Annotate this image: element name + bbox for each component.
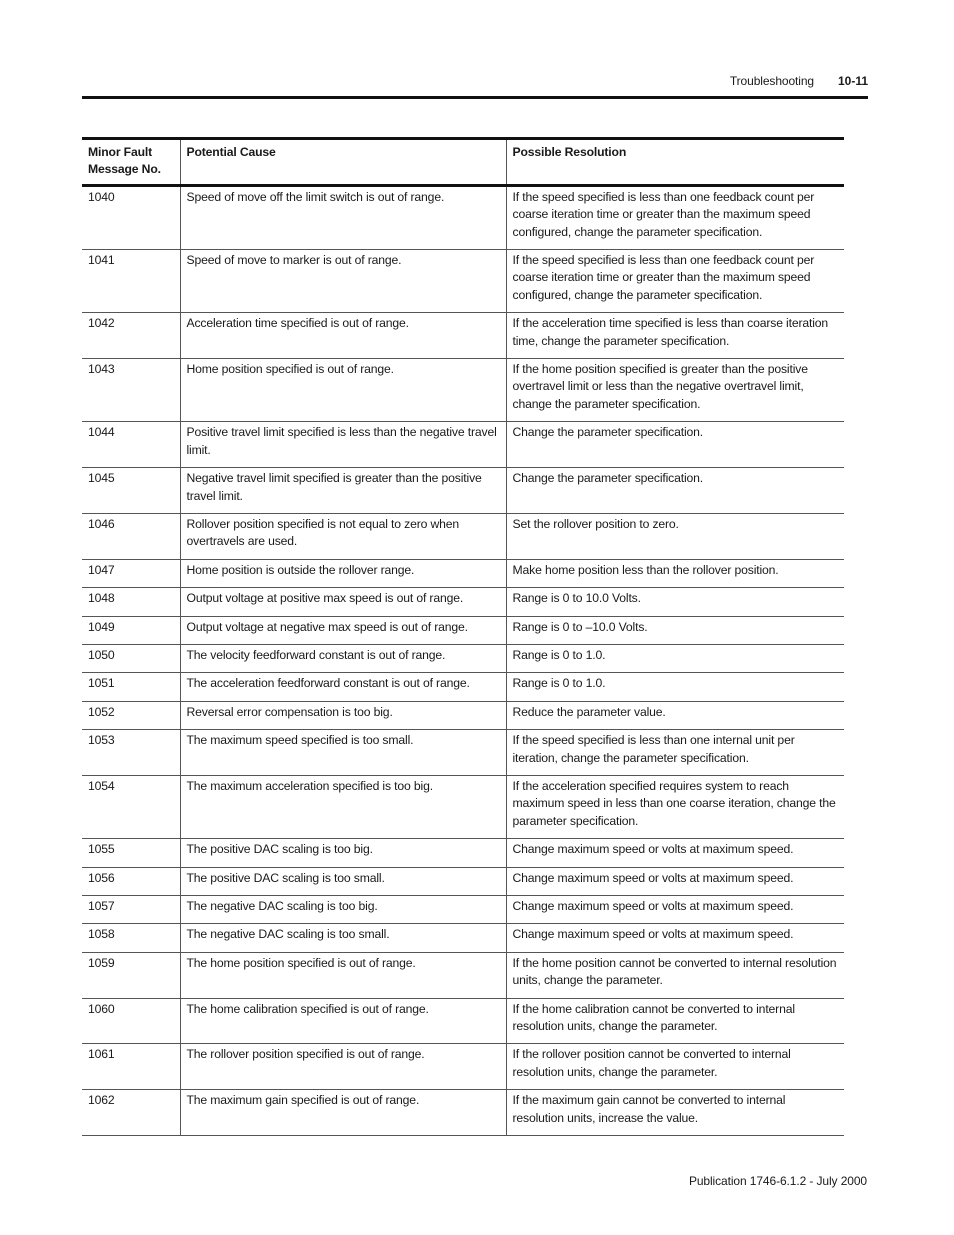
table-row <box>82 1090 844 1136</box>
message-number-cell: 1062 <box>82 1090 180 1136</box>
table-row <box>82 559 844 587</box>
message-number-cell: 1047 <box>82 559 180 587</box>
possible-resolution-cell: If the maximum gain cannot be converted to internal resolution units, increase the value. <box>506 1090 844 1136</box>
message-number-cell: 1042 <box>82 313 180 359</box>
message-number-cell: 1053 <box>82 730 180 776</box>
potential-cause-cell: The velocity feedforward constant is out of range. <box>180 644 506 672</box>
possible-resolution-cell: Change maximum speed or volts at maximum speed. <box>506 924 844 952</box>
column-header-message-no: Minor Fault Message No. <box>82 139 180 186</box>
potential-cause-cell: The maximum gain specified is out of range. <box>180 1090 506 1136</box>
message-number-cell: 1056 <box>82 867 180 895</box>
possible-resolution-cell: If the home position cannot be converted to internal resolution units, change the parameter. <box>506 952 844 998</box>
possible-resolution-cell: Range is 0 to –10.0 Volts. <box>506 616 844 644</box>
table-row <box>82 896 844 924</box>
message-number-cell: 1043 <box>82 359 180 422</box>
table-row <box>82 644 844 672</box>
message-number-cell: 1050 <box>82 644 180 672</box>
potential-cause-cell: Home position is outside the rollover range. <box>180 559 506 587</box>
page-number: 10-11 <box>837 74 868 88</box>
possible-resolution-cell: Change maximum speed or volts at maximum speed. <box>506 896 844 924</box>
possible-resolution-cell: If the rollover position cannot be converted to internal resolution units, change the parameter. <box>506 1044 844 1090</box>
potential-cause-cell: Speed of move to marker is out of range. <box>180 250 506 313</box>
table-row <box>82 468 844 514</box>
table-body <box>82 185 844 1135</box>
table-row <box>82 1044 844 1090</box>
message-number-cell: 1052 <box>82 701 180 729</box>
potential-cause-cell: Home position specified is out of range. <box>180 359 506 422</box>
potential-cause-cell: The home calibration specified is out of range. <box>180 998 506 1044</box>
potential-cause-cell: Reversal error compensation is too big. <box>180 701 506 729</box>
possible-resolution-cell: If the speed specified is less than one internal unit per iteration, change the parameter specification. <box>506 730 844 776</box>
message-number-cell: 1046 <box>82 513 180 559</box>
table-row <box>82 616 844 644</box>
table-row <box>82 250 844 313</box>
header-rule <box>82 96 868 99</box>
message-number-cell: 1045 <box>82 468 180 514</box>
possible-resolution-cell: If the speed specified is less than one feedback count per coarse iteration time or greater than the maximum speed configured, change the parameter specification. <box>506 185 844 249</box>
table-row <box>82 952 844 998</box>
message-number-cell: 1057 <box>82 896 180 924</box>
possible-resolution-cell: Change the parameter specification. <box>506 468 844 514</box>
potential-cause-cell: Rollover position specified is not equal to zero when overtravels are used. <box>180 513 506 559</box>
potential-cause-cell: The positive DAC scaling is too small. <box>180 867 506 895</box>
minor-fault-table <box>82 137 844 1136</box>
table-row <box>82 839 844 867</box>
message-number-cell: 1049 <box>82 616 180 644</box>
table-row <box>82 775 844 838</box>
potential-cause-cell: Output voltage at negative max speed is out of range. <box>180 616 506 644</box>
message-number-cell: 1041 <box>82 250 180 313</box>
possible-resolution-cell: Range is 0 to 10.0 Volts. <box>506 588 844 616</box>
possible-resolution-cell: Change maximum speed or volts at maximum speed. <box>506 839 844 867</box>
table-row <box>82 359 844 422</box>
table-row <box>82 867 844 895</box>
possible-resolution-cell: Change maximum speed or volts at maximum speed. <box>506 867 844 895</box>
potential-cause-cell: Output voltage at positive max speed is out of range. <box>180 588 506 616</box>
message-number-cell: 1058 <box>82 924 180 952</box>
potential-cause-cell: The positive DAC scaling is too big. <box>180 839 506 867</box>
message-number-cell: 1048 <box>82 588 180 616</box>
message-number-cell: 1040 <box>82 185 180 249</box>
running-header-section: Troubleshooting <box>729 74 814 88</box>
potential-cause-cell: Speed of move off the limit switch is out of range. <box>180 185 506 249</box>
table-row <box>82 924 844 952</box>
possible-resolution-cell: If the acceleration time specified is less than coarse iteration time, change the parameter specification. <box>506 313 844 359</box>
possible-resolution-cell: If the home calibration cannot be converted to internal resolution units, change the parameter. <box>506 998 844 1044</box>
table-row <box>82 730 844 776</box>
potential-cause-cell: The rollover position specified is out of range. <box>180 1044 506 1090</box>
column-header-potential-cause: Potential Cause <box>180 139 506 186</box>
potential-cause-cell: Negative travel limit specified is greater than the positive travel limit. <box>180 468 506 514</box>
table-row <box>82 998 844 1044</box>
potential-cause-cell: The maximum speed specified is too small. <box>180 730 506 776</box>
potential-cause-cell: The home position specified is out of range. <box>180 952 506 998</box>
potential-cause-cell: The negative DAC scaling is too small. <box>180 924 506 952</box>
table-row <box>82 422 844 468</box>
message-number-cell: 1060 <box>82 998 180 1044</box>
possible-resolution-cell: If the home position specified is greater than the positive overtravel limit or less than the negative overtravel limit, change the parameter specification. <box>506 359 844 422</box>
possible-resolution-cell: Range is 0 to 1.0. <box>506 673 844 701</box>
possible-resolution-cell: Set the rollover position to zero. <box>506 513 844 559</box>
message-number-cell: 1055 <box>82 839 180 867</box>
potential-cause-cell: The acceleration feedforward constant is out of range. <box>180 673 506 701</box>
table-header-row <box>82 139 844 186</box>
message-number-cell: 1059 <box>82 952 180 998</box>
possible-resolution-cell: Reduce the parameter value. <box>506 701 844 729</box>
potential-cause-cell: Positive travel limit specified is less than the negative travel limit. <box>180 422 506 468</box>
possible-resolution-cell: Change the parameter specification. <box>506 422 844 468</box>
table-row <box>82 185 844 249</box>
table-row <box>82 673 844 701</box>
possible-resolution-cell: If the acceleration specified requires system to reach maximum speed in less than one coarse iteration, change the parameter specification. <box>506 775 844 838</box>
publication-footer: Publication 1746-6.1.2 - July 2000 <box>688 1174 867 1188</box>
possible-resolution-cell: Make home position less than the rollover position. <box>506 559 844 587</box>
possible-resolution-cell: Range is 0 to 1.0. <box>506 644 844 672</box>
possible-resolution-cell: If the speed specified is less than one feedback count per coarse iteration time or greater than the maximum speed configured, change the parameter specification. <box>506 250 844 313</box>
table-row <box>82 313 844 359</box>
message-number-cell: 1061 <box>82 1044 180 1090</box>
table-row <box>82 701 844 729</box>
table-row <box>82 588 844 616</box>
potential-cause-cell: Acceleration time specified is out of range. <box>180 313 506 359</box>
message-number-cell: 1051 <box>82 673 180 701</box>
message-number-cell: 1044 <box>82 422 180 468</box>
message-number-cell: 1054 <box>82 775 180 838</box>
potential-cause-cell: The negative DAC scaling is too big. <box>180 896 506 924</box>
column-header-possible-resolution: Possible Resolution <box>506 139 844 186</box>
table-row <box>82 513 844 559</box>
potential-cause-cell: The maximum acceleration specified is too big. <box>180 775 506 838</box>
